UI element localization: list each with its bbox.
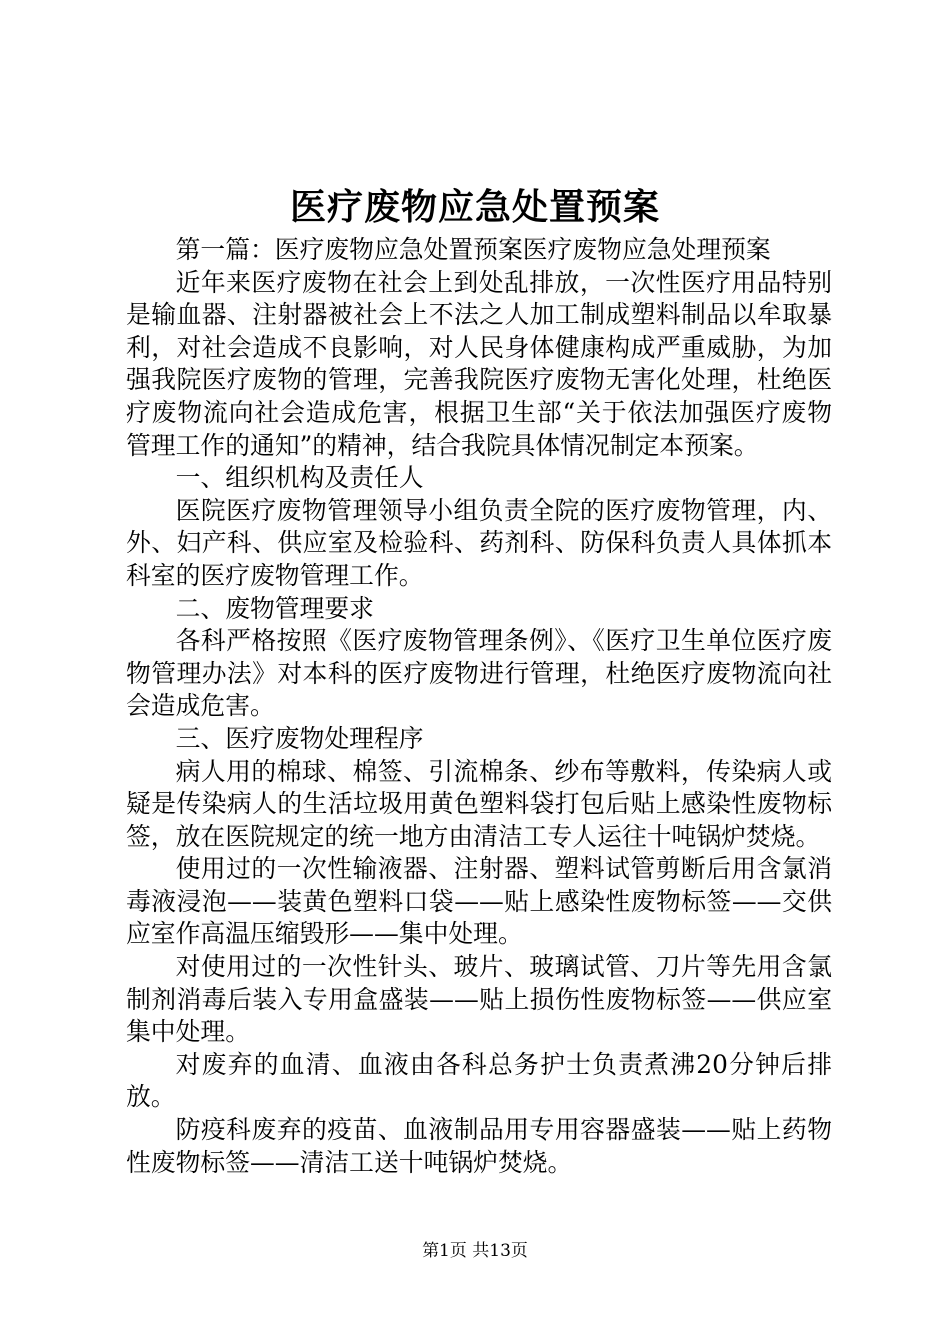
paragraph: 近年来医疗废物在社会上到处乱排放，一次性医疗用品特别是输血器、注射器被社会上不法之人加工制成塑料制品以牟取暴利，对社会造成不良影响，对人民身体健康构成严重威胁，为加强我院医疗废物的管理，完善我院医疗废物无害化处理，杜绝医疗废物流向社会造成危害，根据卫生部“关于依法加强医疗废物管理工作的通知”的精神，结合我院具体情况制定本预案。 (126, 267, 832, 460)
paragraph: 对废弃的血清、血液由各科总务护士负责煮沸20分钟后排放。 (126, 1049, 832, 1112)
document-title: 医疗废物应急处置预案 (289, 186, 660, 228)
paragraph-heading-1: 第一篇：医疗废物应急处置预案医疗废物应急处理预案 (175, 235, 771, 264)
paragraph: 各科严格按照《医疗废物管理条例》、《医疗卫生单位医疗废物管理办法》对本科的医疗废物进行管理，杜绝医疗废物流向社会造成危害。 (126, 626, 832, 721)
document-body (126, 234, 832, 1179)
paragraph: 防疫科废弃的疫苗、血液制品用专用容器盛装——贴上药物性废物标签——清洁工送十吨锅炉焚烧。 (126, 1115, 832, 1177)
section-heading: 二、废物管理要求 (175, 593, 374, 623)
page-footer: 第1页 共13页 (422, 1241, 528, 1261)
paragraph: 病人用的棉球、棉签、引流棉条、纱布等敷料，传染病人或疑是传染病人的生活垃圾用黄色塑料袋打包后贴上感染性废物标签，放在医院规定的统一地方由清洁工专人运往十吨锅炉焚烧。 (126, 756, 832, 851)
paragraph: 对使用过的一次性针头、玻片、玻璃试管、刀片等先用含氯制剂消毒后装入专用盒盛装——贴上损伤性废物标签——供应室集中处理。 (126, 952, 832, 1047)
section-heading: 三、医疗废物处理程序 (175, 723, 424, 753)
paragraph: 医院医疗废物管理领导小组负责全院的医疗废物管理，内、外、妇产科、供应室及检验科、药剂科、防保科负责人具体抓本科室的医疗废物管理工作。 (126, 495, 832, 590)
section-heading: 一、组织机构及责任人 (175, 463, 424, 493)
paragraph: 使用过的一次性输液器、注射器、塑料试管剪断后用含氯消毒液浸泡——装黄色塑料口袋——贴上感染性废物标签——交供应室作高温压缩毁形——集中处理。 (126, 854, 832, 949)
